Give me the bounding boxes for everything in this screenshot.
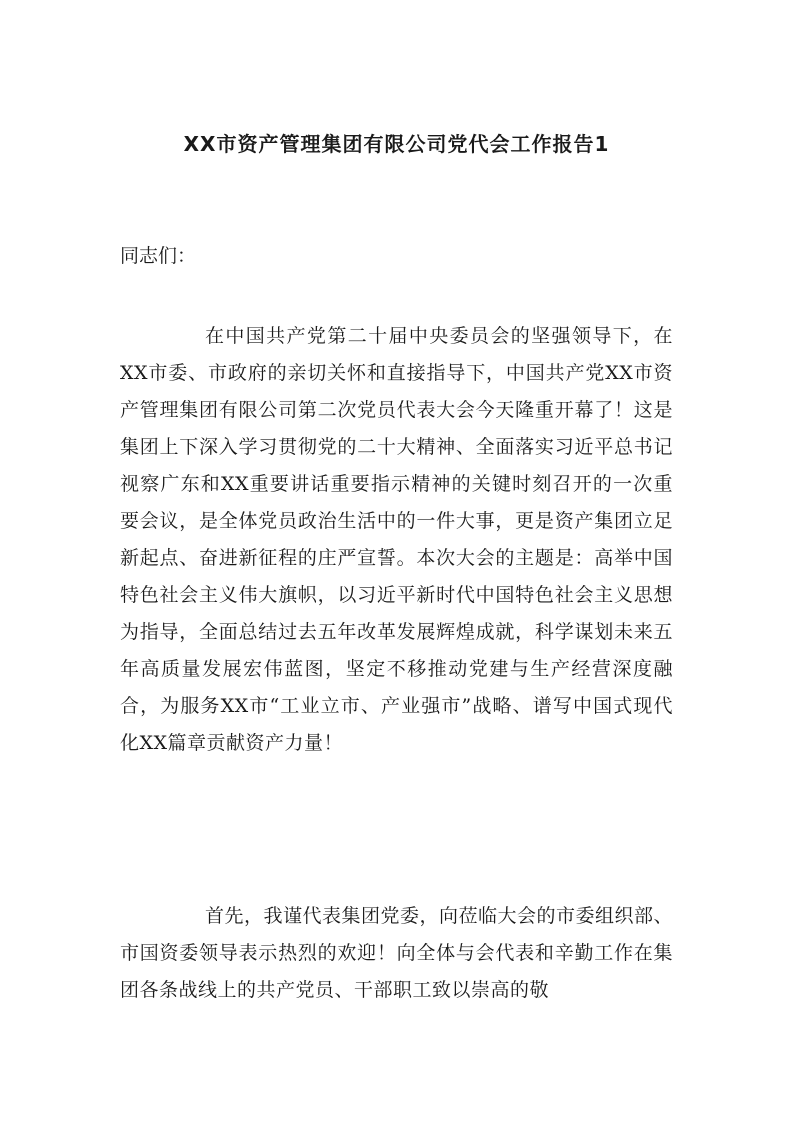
paragraph-welcome: 首先，我谨代表集团党委，向莅临大会的市委组织部、市国资委领导表示热烈的欢迎！向全体与会代表和辛勤工作在集团各条战线上的共产党员、干部职工致以崇高的敬 xyxy=(120,905,674,1001)
salutation: 同志们： xyxy=(120,245,197,267)
paragraph-opening: 在中国共产党第二十届中央委员会的坚强领导下，在XX市委、市政府的亲切关怀和直接指导下，中国共产党XX市资产管理集团有限公司第二次党员代表大会今天隆重开幕了！这是集团上下深入学习贯彻党的二十大精神、全面落实习近平总书记视察广东和XX重要讲话重要指示精神的关键时刻召开的一次重要会议，是全体党员政治生活中的一件大事，更是资产集团立足新起点、奋进新征程的庄严宣誓。本次大会的主题是：高举中国特色社会主义伟大旗帜，以习近平新时代中国特色社会主义思想为指导，全面总结过去五年改革发展辉煌成就，科学谋划未来五年高质量发展宏伟蓝图，坚定不移推动党建与生产经营深度融合，为服务XX市“工业立市、产业强市”战略、谱写中国式现代化XX篇章贡献资产力量！ xyxy=(120,325,673,754)
document-title: XX市资产管理集团有限公司党代会工作报告1 xyxy=(183,132,610,156)
